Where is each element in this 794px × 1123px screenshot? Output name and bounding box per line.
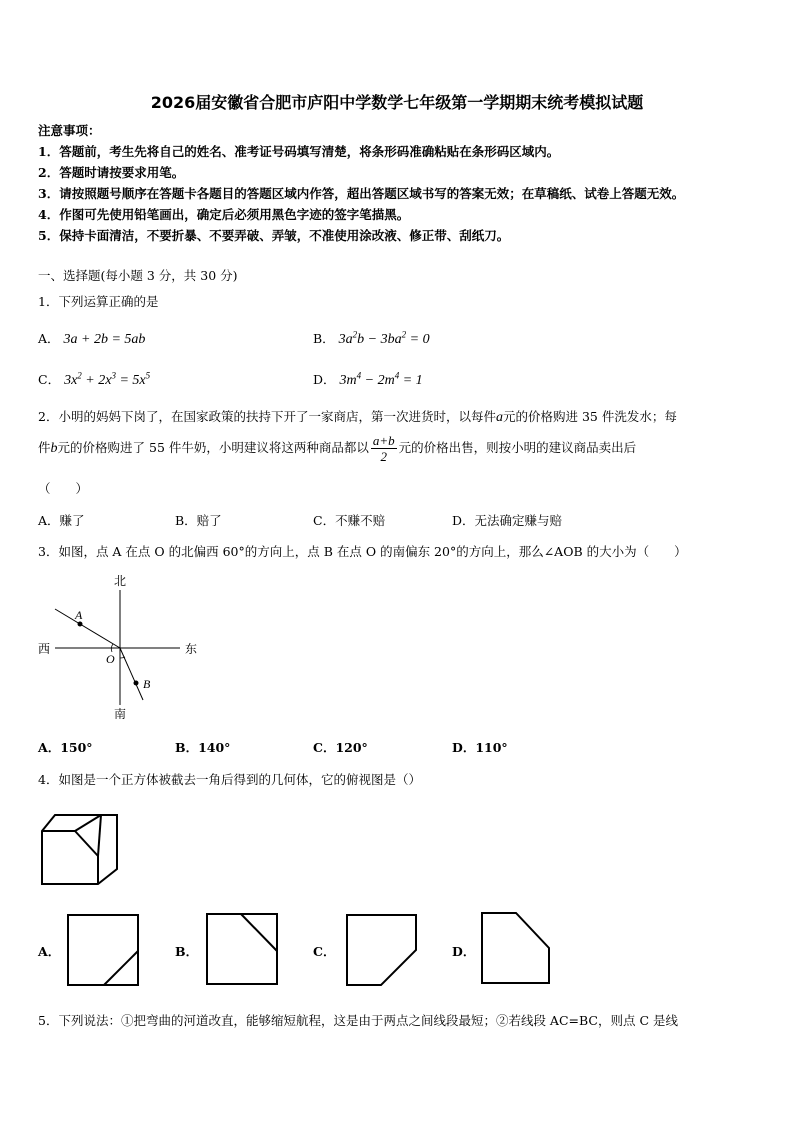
notice-heading: 注意事项： [38,123,101,138]
q1-option-b [313,329,430,348]
question-4-stem: 4．如图是一个正方体被截去一角后得到的几何体，它的俯视图是（） [38,772,421,787]
ray-ob [120,648,143,700]
q3-option-a: A．150° [38,740,93,755]
notice-item-5: 5．保持卡面清洁，不要折暴、不要弄破、弄皱，不准使用涂改液、修正带、刮纸刀。 [38,228,510,243]
q1-option-c [38,370,150,389]
q4-option-d-figure [479,910,557,988]
point-b [134,681,139,686]
q1-option-d-formula: $3m^4 - 2m^4 = 1$ [339,370,423,388]
cut-edge-3 [75,831,98,856]
q4-option-a-figure [66,912,142,988]
cut-edge-1 [75,815,101,831]
q1-option-c-formula: $3x^2 + 2x^3 = 5x^5$ [64,370,151,388]
question-2-line-1: 2．小明的妈妈下岗了，在国家政策的扶持下开了一家商店，第一次进货时，以每件a元的价格购进 35 件洗发水；每 [38,409,677,425]
q4-solid-figure [35,808,125,890]
q2-option-c: C．不赚不赔 [313,513,386,528]
q1-option-a [38,329,145,348]
cube-outline [42,815,117,884]
q3-option-c: C．120° [313,740,368,755]
option-b-diagonal [241,914,277,951]
option-b-square [207,914,277,984]
label-east: 东 [185,642,198,656]
label-south: 南 [114,707,127,721]
label-o: O [106,652,115,666]
q4-option-c-figure [344,912,420,988]
section-heading: 一、选择题(每小题 3 分，共 30 分) [38,268,238,283]
q3-option-d: D．110° [452,740,508,755]
point-a [78,622,83,627]
option-c-pentagon [347,915,416,985]
q1-option-a-formula: 3a + 2b = 5ab [63,332,146,347]
question-2-line-2: 件b元的价格购进了 55 件牛奶，小明建议将这两种商品都以 $\frac{a+b}{2}$ 元的价格出售，则按小明的建议商品卖出后 [38,433,637,464]
q3-option-b: B．140° [175,740,231,755]
question-1-stem: 1．下列运算正确的是 [38,294,159,309]
q4-option-a-label: A． [38,944,61,959]
q2-fraction: $\frac{a+b}{2}$ [372,433,395,464]
q1-option-d [313,370,423,389]
notice-item-2: 2．答题时请按要求用笔。 [38,165,185,180]
label-north: 北 [114,574,127,588]
q4-option-c-label: C． [313,944,336,959]
option-a-diagonal [104,951,138,985]
label-b: B [143,677,151,691]
notice-item-4: 4．作图可先使用铅笔画出，确定后必须用黑色字迹的签字笔描黑。 [38,207,410,222]
q2-option-b: B．赔了 [175,513,222,528]
q1-option-a-label: A． [38,331,60,346]
q1-option-c-label: C． [38,372,61,387]
option-d-pentagon [482,913,549,983]
q2-option-d: D．无法确定赚与赔 [452,513,563,528]
q4-option-d-label: D． [452,944,476,959]
notice-item-1: 1．答题前，考生先将自己的姓名、准考证号码填写清楚，将条形码准确粘贴在条形码区域内。 [38,144,560,159]
q2-option-a: A．赚了 [38,513,85,528]
q4-option-b-figure [205,911,281,987]
q3-direction-figure [30,570,220,725]
label-west: 西 [38,642,51,656]
question-5-stem: 5．下列说法：①把弯曲的河道改直，能够缩短航程，这是由于两点之间线段最短；②若线段 AC=BC，则点 C 是线 [38,1013,678,1028]
q4-option-b-label: B． [175,944,199,959]
q1-option-b-label: B． [313,331,335,346]
q1-option-b-formula: $3a^2b - 3ba^2 = 0$ [338,329,430,347]
option-a-square [68,915,138,985]
q2-answer-paren: （ ） [38,481,89,496]
q1-option-d-label: D． [313,372,336,387]
label-a: A [75,608,83,622]
ray-oa [55,609,120,648]
page-title: 2026届安徽省合肥市庐阳中学数学七年级第一学期期末统考模拟试题 [150,93,644,112]
question-3-stem: 3．如图，点 A 在点 O 的北偏西 60°的方向上，点 B 在点 O 的南偏东 20°的方向上，那么∠AOB 的大小为（ ） [38,544,687,559]
cut-edge-2 [98,815,101,856]
notice-item-3: 3．请按照题号顺序在答题卡各题目的答题区域内作答，超出答题区域书写的答案无效；在草稿纸、试卷上答题无效。 [38,186,685,201]
